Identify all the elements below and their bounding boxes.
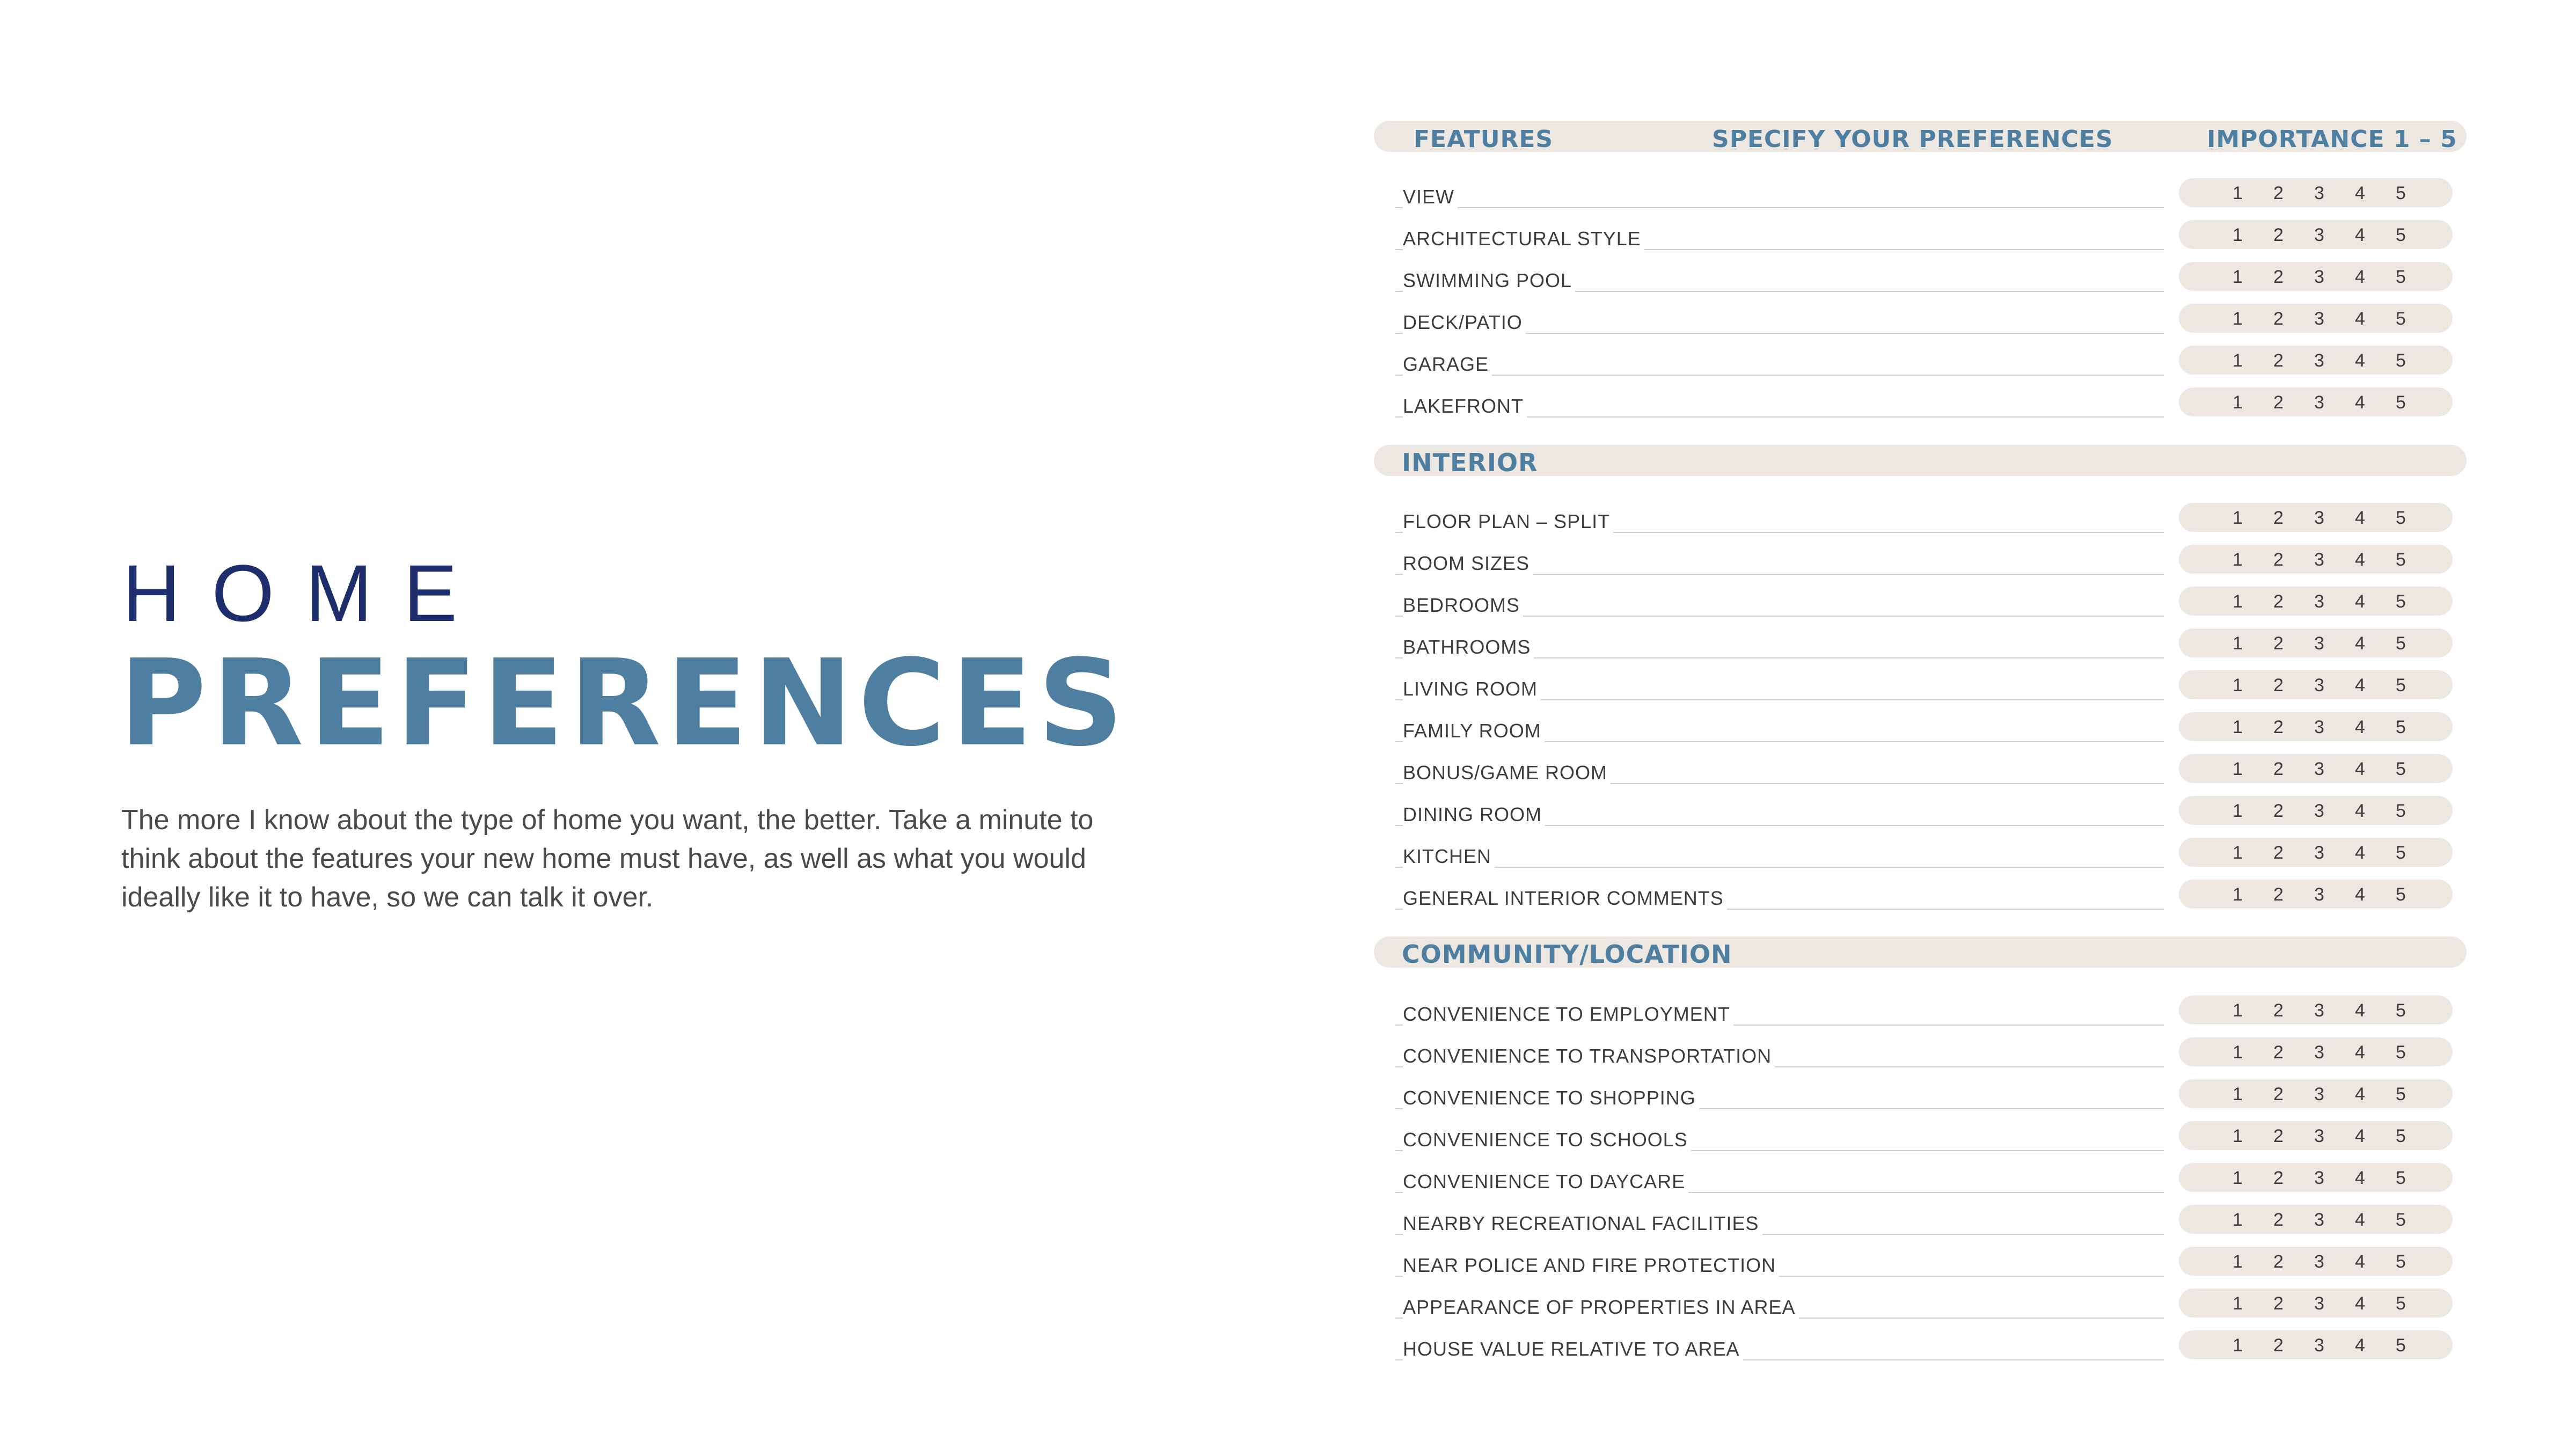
rating-option-2[interactable]: 2 [2273,843,2284,863]
rating-option-2[interactable]: 2 [2273,1126,2284,1146]
rating-option-2[interactable]: 2 [2273,1000,2284,1021]
rating-option-1[interactable]: 1 [2233,1252,2243,1272]
rating-option-4[interactable]: 4 [2355,267,2365,287]
rating-option-1[interactable]: 1 [2233,675,2243,696]
rating-option-2[interactable]: 2 [2273,267,2284,287]
importance-rating [2179,587,2453,616]
rating-option-5[interactable]: 5 [2396,1126,2406,1146]
rating-option-5[interactable]: 5 [2396,633,2406,654]
preference-row [1395,304,2469,336]
preference-row [1395,587,2469,619]
importance-rating [2179,178,2453,207]
preference-label: CONVENIENCE TO SCHOOLS [1403,1129,1691,1151]
preference-row [1395,387,2469,420]
rating-option-3[interactable]: 3 [2314,1000,2324,1021]
rating-option-1[interactable]: 1 [2233,508,2243,528]
rating-option-4[interactable]: 4 [2355,843,2365,863]
preference-row [1395,712,2469,744]
rating-option-1[interactable]: 1 [2233,225,2243,245]
rating-option-3[interactable]: 3 [2314,1168,2324,1188]
rating-option-2[interactable]: 2 [2273,1293,2284,1314]
rating-option-4[interactable]: 4 [2355,350,2365,371]
preference-label: LIVING ROOM [1403,678,1541,700]
rating-option-4[interactable]: 4 [2355,1293,2365,1314]
rating-option-2[interactable]: 2 [2273,1042,2284,1063]
rating-option-2[interactable]: 2 [2273,717,2284,737]
rating-option-2[interactable]: 2 [2273,1210,2284,1230]
rating-option-5[interactable]: 5 [2396,1293,2406,1314]
rating-option-3[interactable]: 3 [2314,309,2324,329]
rating-option-3[interactable]: 3 [2314,225,2324,245]
preference-row [1395,1163,2469,1195]
rating-option-3[interactable]: 3 [2314,717,2324,737]
rating-option-5[interactable]: 5 [2396,1168,2406,1188]
preference-row [1395,262,2469,294]
rating-option-2[interactable]: 2 [2273,884,2284,905]
importance-rating [2179,1037,2453,1066]
preference-row [1395,1037,2469,1070]
rating-option-5[interactable]: 5 [2396,1042,2406,1063]
preference-row [1395,178,2469,210]
rating-option-4[interactable]: 4 [2355,1210,2365,1230]
rating-option-3[interactable]: 3 [2314,675,2324,696]
importance-rating [2179,712,2453,741]
importance-rating [2179,754,2453,783]
header-importance: IMPORTANCE 1 – 5 [2207,126,2457,153]
rating-option-4[interactable]: 4 [2355,309,2365,329]
rating-option-3[interactable]: 3 [2314,350,2324,371]
rating-option-3[interactable]: 3 [2314,1210,2324,1230]
rating-option-2[interactable]: 2 [2273,392,2284,413]
section-title-interior: INTERIOR [1402,448,1538,477]
rating-option-5[interactable]: 5 [2396,675,2406,696]
importance-rating [2179,670,2453,699]
rating-option-4[interactable]: 4 [2355,1042,2365,1063]
preference-label: BONUS/GAME ROOM [1403,762,1611,784]
rating-option-5[interactable]: 5 [2396,309,2406,329]
preference-label: VIEW [1403,186,1458,208]
rating-option-1[interactable]: 1 [2233,1210,2243,1230]
preference-label: CONVENIENCE TO TRANSPORTATION [1403,1045,1775,1067]
rating-option-5[interactable]: 5 [2396,759,2406,779]
importance-rating [2179,387,2453,416]
preference-row [1395,996,2469,1028]
rating-option-3[interactable]: 3 [2314,1335,2324,1356]
preference-label: GENERAL INTERIOR COMMENTS [1403,887,1727,910]
rating-option-3[interactable]: 3 [2314,267,2324,287]
preference-label: HOUSE VALUE RELATIVE TO AREA [1403,1338,1743,1360]
rating-option-3[interactable]: 3 [2314,801,2324,821]
preference-row [1395,838,2469,870]
preference-label: BATHROOMS [1403,636,1534,658]
rating-option-2[interactable]: 2 [2273,350,2284,371]
preference-label: NEARBY RECREATIONAL FACILITIES [1403,1212,1762,1235]
rating-option-5[interactable]: 5 [2396,267,2406,287]
preference-row [1395,1079,2469,1111]
preference-label: DECK/PATIO [1403,311,1526,334]
rating-option-4[interactable]: 4 [2355,1084,2365,1104]
preference-row [1395,796,2469,828]
rating-option-1[interactable]: 1 [2233,1126,2243,1146]
importance-rating [2179,220,2453,249]
importance-rating [2179,838,2453,867]
rating-option-4[interactable]: 4 [2355,508,2365,528]
rating-option-2[interactable]: 2 [2273,309,2284,329]
preference-row [1395,220,2469,252]
preference-label: LAKEFRONT [1403,395,1527,418]
rating-option-5[interactable]: 5 [2396,1210,2406,1230]
preference-row [1395,754,2469,786]
rating-option-3[interactable]: 3 [2314,591,2324,612]
header-specify: SPECIFY YOUR PREFERENCES [1712,126,2113,153]
write-in-line[interactable] [1395,375,2164,376]
rating-option-2[interactable]: 2 [2273,1084,2284,1104]
rating-option-2[interactable]: 2 [2273,550,2284,570]
importance-rating [2179,545,2453,574]
rating-option-4[interactable]: 4 [2355,392,2365,413]
community-section-band [1374,936,2467,968]
rating-option-1[interactable]: 1 [2233,1168,2243,1188]
importance-rating [2179,1289,2453,1318]
preference-label: ROOM SIZES [1403,552,1533,575]
rating-option-1[interactable]: 1 [2233,183,2243,203]
rating-option-1[interactable]: 1 [2233,591,2243,612]
importance-rating [2179,880,2453,909]
preference-label: NEAR POLICE AND FIRE PROTECTION [1403,1254,1779,1277]
rating-option-1[interactable]: 1 [2233,717,2243,737]
rating-option-5[interactable]: 5 [2396,392,2406,413]
rating-option-3[interactable]: 3 [2314,884,2324,905]
preference-label: APPEARANCE OF PROPERTIES IN AREA [1403,1296,1799,1319]
rating-option-3[interactable]: 3 [2314,1252,2324,1272]
importance-rating [2179,1330,2453,1359]
rating-option-4[interactable]: 4 [2355,759,2365,779]
page-title-preferences: PREFERENCES [119,634,1129,773]
rating-option-4[interactable]: 4 [2355,633,2365,654]
rating-option-4[interactable]: 4 [2355,717,2365,737]
rating-option-4[interactable]: 4 [2355,884,2365,905]
preference-label: ARCHITECTURAL STYLE [1403,228,1644,250]
importance-rating [2179,996,2453,1024]
rating-option-3[interactable]: 3 [2314,1126,2324,1146]
rating-option-4[interactable]: 4 [2355,675,2365,696]
write-in-line[interactable] [1395,867,2164,868]
preference-row [1395,628,2469,661]
rating-option-5[interactable]: 5 [2396,550,2406,570]
rating-option-1[interactable]: 1 [2233,884,2243,905]
rating-option-5[interactable]: 5 [2396,350,2406,371]
preference-row [1395,1121,2469,1153]
rating-option-3[interactable]: 3 [2314,1084,2324,1104]
rating-option-4[interactable]: 4 [2355,1252,2365,1272]
rating-option-1[interactable]: 1 [2233,1084,2243,1104]
preference-label: FAMILY ROOM [1403,720,1545,742]
write-in-line[interactable] [1395,207,2164,208]
preference-label: SWIMMING POOL [1403,269,1575,292]
rating-option-2[interactable]: 2 [2273,225,2284,245]
rating-option-4[interactable]: 4 [2355,550,2365,570]
rating-option-4[interactable]: 4 [2355,1000,2365,1021]
rating-option-1[interactable]: 1 [2233,267,2243,287]
preference-row [1395,1330,2469,1363]
preference-label: GARAGE [1403,353,1492,376]
rating-option-3[interactable]: 3 [2314,759,2324,779]
rating-option-1[interactable]: 1 [2233,1042,2243,1063]
rating-option-2[interactable]: 2 [2273,183,2284,203]
rating-option-2[interactable]: 2 [2273,801,2284,821]
rating-option-3[interactable]: 3 [2314,843,2324,863]
rating-option-1[interactable]: 1 [2233,633,2243,654]
rating-option-1[interactable]: 1 [2233,309,2243,329]
column-header-band [1374,121,2467,152]
preference-row [1395,503,2469,535]
importance-rating [2179,1163,2453,1192]
rating-option-3[interactable]: 3 [2314,633,2324,654]
importance-rating [2179,628,2453,657]
rating-option-4[interactable]: 4 [2355,1168,2365,1188]
rating-option-2[interactable]: 2 [2273,1168,2284,1188]
interior-section-band [1374,445,2467,476]
importance-rating [2179,503,2453,532]
rating-option-5[interactable]: 5 [2396,1335,2406,1356]
preference-label: CONVENIENCE TO DAYCARE [1403,1170,1688,1193]
rating-option-5[interactable]: 5 [2396,591,2406,612]
rating-option-2[interactable]: 2 [2273,508,2284,528]
rating-option-5[interactable]: 5 [2396,1252,2406,1272]
preference-row [1395,545,2469,577]
intro-paragraph: The more I know about the type of home you want, the better. Take a minute to think about the features your new home must have, as well as what you would ideally like it to have, so we can talk it over. [121,804,1094,913]
preference-row [1395,1289,2469,1321]
rating-option-2[interactable]: 2 [2273,633,2284,654]
importance-rating [2179,346,2453,375]
rating-option-2[interactable]: 2 [2273,759,2284,779]
rating-option-1[interactable]: 1 [2233,801,2243,821]
preference-row [1395,880,2469,912]
rating-option-3[interactable]: 3 [2314,550,2324,570]
rating-option-4[interactable]: 4 [2355,1126,2365,1146]
preference-label: CONVENIENCE TO EMPLOYMENT [1403,1003,1733,1026]
preference-label: BEDROOMS [1403,594,1523,617]
rating-option-1[interactable]: 1 [2233,1000,2243,1021]
rating-option-2[interactable]: 2 [2273,1252,2284,1272]
preference-label: CONVENIENCE TO SHOPPING [1403,1087,1699,1109]
rating-option-5[interactable]: 5 [2396,801,2406,821]
rating-option-2[interactable]: 2 [2273,1335,2284,1356]
rating-option-1[interactable]: 1 [2233,1335,2243,1356]
rating-option-4[interactable]: 4 [2355,225,2365,245]
rating-option-3[interactable]: 3 [2314,1293,2324,1314]
rating-option-3[interactable]: 3 [2314,1042,2324,1063]
rating-option-1[interactable]: 1 [2233,392,2243,413]
rating-option-5[interactable]: 5 [2396,1000,2406,1021]
rating-option-1[interactable]: 1 [2233,550,2243,570]
rating-option-5[interactable]: 5 [2396,843,2406,863]
rating-option-4[interactable]: 4 [2355,591,2365,612]
rating-option-1[interactable]: 1 [2233,350,2243,371]
importance-rating [2179,1205,2453,1234]
rating-option-1[interactable]: 1 [2233,843,2243,863]
importance-rating [2179,262,2453,291]
rating-option-5[interactable]: 5 [2396,225,2406,245]
rating-option-1[interactable]: 1 [2233,1293,2243,1314]
rating-option-5[interactable]: 5 [2396,1084,2406,1104]
preference-row [1395,670,2469,702]
rating-option-4[interactable]: 4 [2355,801,2365,821]
rating-option-3[interactable]: 3 [2314,508,2324,528]
preference-row [1395,346,2469,378]
rating-option-4[interactable]: 4 [2355,183,2365,203]
rating-option-3[interactable]: 3 [2314,183,2324,203]
page-title-home: HOME [122,548,488,638]
preference-label: FLOOR PLAN – SPLIT [1403,510,1613,533]
preference-row [1395,1205,2469,1237]
rating-option-5[interactable]: 5 [2396,508,2406,528]
rating-option-1[interactable]: 1 [2233,759,2243,779]
rating-option-5[interactable]: 5 [2396,183,2406,203]
importance-rating [2179,1121,2453,1150]
importance-rating [2179,304,2453,333]
rating-option-2[interactable]: 2 [2273,591,2284,612]
rating-option-4[interactable]: 4 [2355,1335,2365,1356]
preference-label: DINING ROOM [1403,803,1545,826]
importance-rating [2179,1247,2453,1276]
section-title-community: COMMUNITY/LOCATION [1402,940,1732,969]
preference-label: KITCHEN [1403,845,1495,868]
rating-option-5[interactable]: 5 [2396,884,2406,905]
rating-option-2[interactable]: 2 [2273,675,2284,696]
rating-option-5[interactable]: 5 [2396,717,2406,737]
rating-option-3[interactable]: 3 [2314,392,2324,413]
header-features: FEATURES [1414,126,1554,153]
importance-rating [2179,1079,2453,1108]
importance-rating [2179,796,2453,825]
preference-row [1395,1247,2469,1279]
